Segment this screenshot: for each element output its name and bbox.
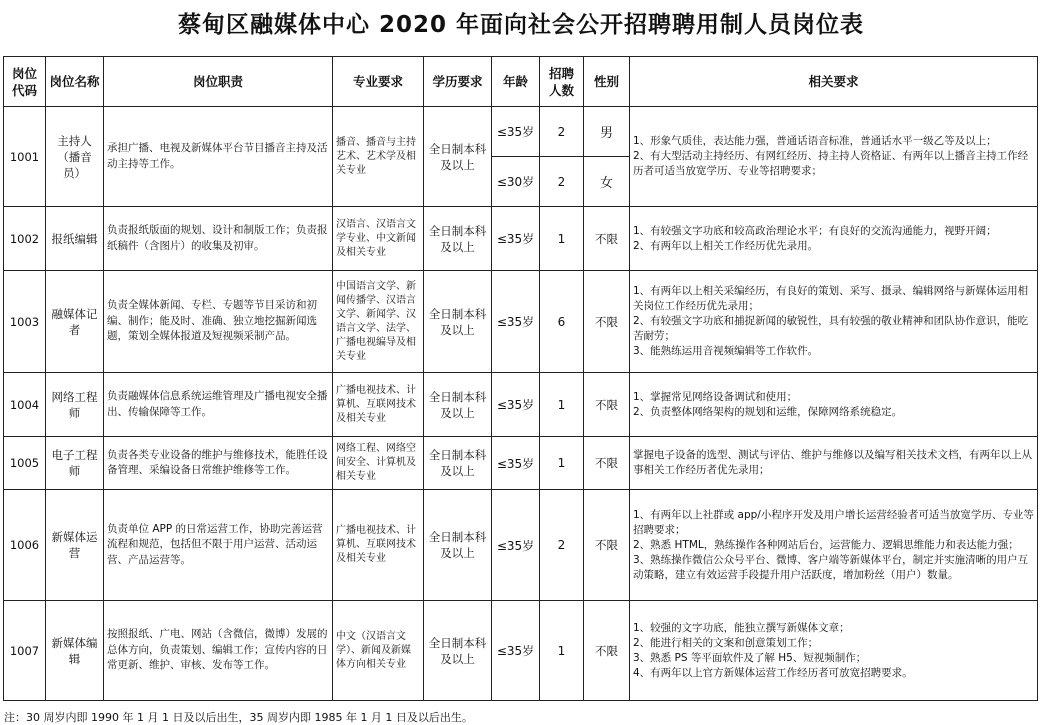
cell-requirements xyxy=(630,207,1038,271)
cell-requirements xyxy=(630,601,1038,701)
cell-code: 1004 xyxy=(4,373,46,437)
cell-requirements xyxy=(630,373,1038,437)
cell-count: 2 xyxy=(540,490,584,601)
table-row xyxy=(4,207,1038,271)
requirement-line: 2、有大型活动主持经历、有网红经历、持主持人资格证、有两年以上播音主持工作经历者可适当放宽学历、专业等招聘要求； xyxy=(633,150,1029,177)
requirement-line: 2、有较强文字功底和捕捉新闻的敏锐性，具有较强的敬业精神和团队协作意识，能吃苦耐劳； xyxy=(633,315,1029,342)
requirement-line: 1、较强的文字功底，能独立撰写新媒体文章； xyxy=(633,621,850,634)
cell-requirements xyxy=(630,490,1038,601)
requirement-line: 2、负责整体网络架构的规划和运维，保障网络系统稳定。 xyxy=(633,405,903,418)
requirement-line: 2、有两年以上相关工作经历优先录用。 xyxy=(633,239,819,252)
cell-duty: 负责全媒体新闻、专栏、专题等节目采访和初编、制作；能及时、准确、独立地挖掘新闻选题，策划全媒体报道及短视频采制产品。 xyxy=(104,271,333,373)
cell-gender: 不限 xyxy=(584,437,630,490)
cell-name: 新媒体运营 xyxy=(46,490,104,601)
table-row xyxy=(4,373,1038,437)
cell-name: 新媒体编辑 xyxy=(46,601,104,701)
cell-education: 全日制本科及以上 xyxy=(424,271,492,373)
header-requirements: 相关要求 xyxy=(630,57,1038,107)
cell-gender: 女 xyxy=(584,157,630,207)
cell-count: 2 xyxy=(540,107,584,157)
cell-education: 全日制本科及以上 xyxy=(424,490,492,601)
cell-count: 1 xyxy=(540,601,584,701)
requirement-line: 4、有两年以上官方新媒体运营工作经历者可放宽招聘要求。 xyxy=(633,666,913,679)
cell-name: 报纸编辑 xyxy=(46,207,104,271)
cell-age: ≤30岁 xyxy=(492,157,540,207)
table-header-row xyxy=(4,57,1038,107)
cell-education: 全日制本科及以上 xyxy=(424,601,492,701)
cell-name: 电子工程师 xyxy=(46,437,104,490)
header-age: 年龄 xyxy=(492,57,540,107)
cell-duty: 按照报纸、广电、网站（含微信，微博）发展的总体方向，负责策划、编辑工作；宣传内容的日常更新、维护、审核、发布等工作。 xyxy=(104,601,333,701)
requirement-line: 掌握电子设备的选型、测试与评估、维护与维修以及编写相关技术文档，有两年以上从事相关工作经历者优先录用； xyxy=(633,449,1032,476)
cell-age: ≤35岁 xyxy=(492,207,540,271)
cell-age: ≤35岁 xyxy=(492,107,540,157)
header-code: 岗位代码 xyxy=(4,57,46,107)
requirement-line: 1、有两年以上相关采编经历，有良好的策划、采写、摄录、编辑网络与新媒体运用相关岗位工作经历优先录用； xyxy=(633,285,1029,312)
cell-major: 中文（汉语言文学）、新闻及新媒体方向相关专业 xyxy=(333,601,424,701)
cell-age: ≤35岁 xyxy=(492,490,540,601)
requirement-line: 1、有两年以上社群或 app/小程序开发及用户增长运营经验者可适当放宽学历、专业等招聘要求； xyxy=(633,508,1034,536)
cell-count: 1 xyxy=(540,207,584,271)
cell-major: 广播电视技术、计算机、互联网技术及相关专业 xyxy=(333,490,424,601)
requirement-line: 3、能熟练运用音视频编辑等工作软件。 xyxy=(633,345,819,357)
header-name: 岗位名称 xyxy=(46,57,104,107)
cell-gender: 不限 xyxy=(584,601,630,701)
cell-age: ≤35岁 xyxy=(492,601,540,701)
cell-count: 6 xyxy=(540,271,584,373)
header-count: 招聘人数 xyxy=(540,57,584,107)
table-row xyxy=(4,271,1038,373)
cell-education: 全日制本科及以上 xyxy=(424,107,492,207)
cell-duty: 负责各类专业设备的维护与维修技术，能胜任设备管理、采编设备日常维护维修等工作。 xyxy=(104,437,333,490)
cell-count: 1 xyxy=(540,437,584,490)
cell-major: 网络工程、网络空间安全、计算机及相关专业 xyxy=(333,437,424,490)
cell-code: 1002 xyxy=(4,207,46,271)
table-row xyxy=(4,601,1038,701)
cell-requirements xyxy=(630,271,1038,373)
cell-gender: 不限 xyxy=(584,490,630,601)
cell-gender: 不限 xyxy=(584,271,630,373)
positions-table xyxy=(3,56,1038,701)
cell-gender: 不限 xyxy=(584,373,630,437)
requirement-line: 3、熟练操作微信公众号平台、微博、客户端等新媒体平台，制定并实施清晰的用户互动策略，建立有效运营手段提升用户活跃度，增加粉丝（用户）数量。 xyxy=(633,553,1029,581)
requirement-line: 3、熟悉 PS 等平面软件及了解 H5、短视频制作； xyxy=(633,651,867,664)
header-major: 专业要求 xyxy=(333,57,424,107)
cell-duty: 负责报纸版面的规划、设计和制版工作；负责报纸稿件（含图片）的收集及初审。 xyxy=(104,207,333,271)
cell-age: ≤35岁 xyxy=(492,437,540,490)
cell-education: 全日制本科及以上 xyxy=(424,207,492,271)
cell-requirements xyxy=(630,107,1038,207)
footnote: 注：30 周岁内即 1990 年 1 月 1 日及以后出生，35 周岁内即 1985 年 1 月 1 日及以后出生。 xyxy=(4,711,473,724)
cell-education: 全日制本科及以上 xyxy=(424,373,492,437)
cell-major: 播音、播音与主持艺术、艺术学及相关专业 xyxy=(333,107,424,207)
requirement-line: 2、能进行相关的文案和创意策划工作； xyxy=(633,636,819,649)
cell-name: 主持人（播音员） xyxy=(46,107,104,207)
header-gender: 性别 xyxy=(584,57,630,107)
cell-count: 1 xyxy=(540,373,584,437)
cell-code: 1006 xyxy=(4,490,46,601)
cell-major: 广播电视技术、计算机、互联网技术及相关专业 xyxy=(333,373,424,437)
header-duty: 岗位职责 xyxy=(104,57,333,107)
cell-name: 网络工程师 xyxy=(46,373,104,437)
cell-duty: 负责单位 APP 的日常运营工作，协助完善运营流程和规范，包括但不限于用户运营、活动运营、产品运营等。 xyxy=(104,490,333,601)
table-row xyxy=(4,437,1038,490)
table-row xyxy=(4,490,1038,601)
header-education: 学历要求 xyxy=(424,57,492,107)
requirement-line: 1、有较强文字功底和较高政治理论水平；有良好的交流沟通能力，视野开阔； xyxy=(633,224,997,237)
cell-requirements xyxy=(630,437,1038,490)
cell-duty: 负责融媒体信息系统运维管理及广播电视安全播出、传输保障等工作。 xyxy=(104,373,333,437)
cell-name: 融媒体记者 xyxy=(46,271,104,373)
table-row xyxy=(4,107,1038,157)
requirement-line: 2、熟悉 HTML，熟练操作各种网站后台，运营能力、逻辑思维能力和表达能力强； xyxy=(633,538,1019,551)
cell-code: 1007 xyxy=(4,601,46,701)
cell-education: 全日制本科及以上 xyxy=(424,437,492,490)
requirement-line: 1、掌握常见网络设备调试和使用； xyxy=(633,390,798,403)
cell-gender: 不限 xyxy=(584,207,630,271)
requirement-line: 1、形象气质佳，表达能力强，普通话语音标准，普通话水平一级乙等及以上； xyxy=(633,135,997,147)
cell-count: 2 xyxy=(540,157,584,207)
cell-major: 中国语言文学、新闻传播学、汉语言文学、新闻学、汉语言文学、法学、广播电视编导及相关专业 xyxy=(333,271,424,373)
cell-age: ≤35岁 xyxy=(492,373,540,437)
cell-major: 汉语言、汉语言文学专业、中文新闻及相关专业 xyxy=(333,207,424,271)
cell-duty: 承担广播、电视及新媒体平台节目播音主持及活动主持等工作。 xyxy=(104,107,333,207)
cell-gender: 男 xyxy=(584,107,630,157)
cell-age: ≤35岁 xyxy=(492,271,540,373)
page-title: 蔡甸区融媒体中心 2020 年面向社会公开招聘聘用制人员岗位表 xyxy=(177,12,865,38)
cell-code: 1003 xyxy=(4,271,46,373)
cell-code: 1001 xyxy=(4,107,46,207)
cell-code: 1005 xyxy=(4,437,46,490)
